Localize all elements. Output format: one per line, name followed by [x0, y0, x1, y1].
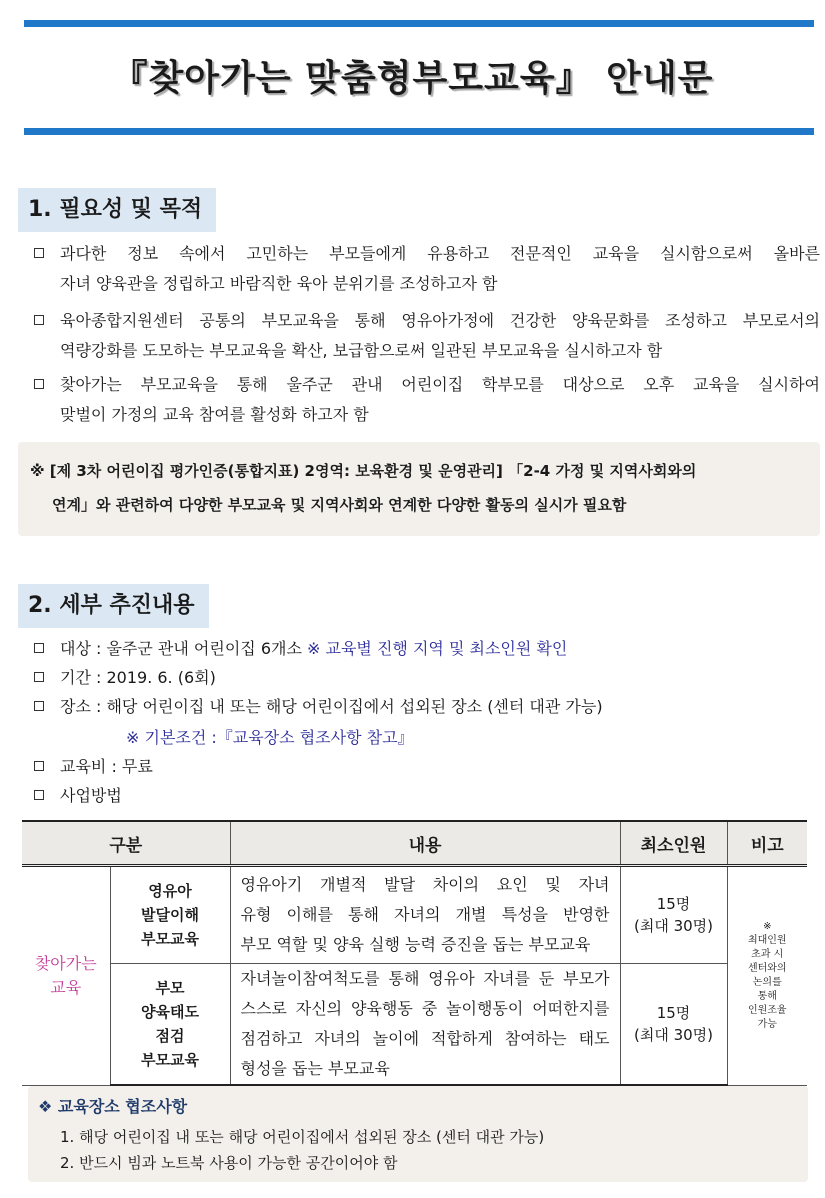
category-cell: 찾아가는 교육: [22, 866, 110, 1086]
checkbox-bullet-icon: [34, 315, 44, 325]
header-min: 최소인원: [620, 821, 727, 866]
purpose-bullet-3: [34, 370, 820, 400]
cooperation-item: 2. 반드시 빔과 노트북 사용이 가능한 공간이어야 함: [60, 1154, 398, 1172]
purpose-bullet-1: [34, 239, 820, 269]
header-remark: 비고: [727, 821, 807, 866]
checkbox-bullet-icon: [34, 379, 44, 389]
target-note: ※ 교육별 진행 지역 및 최소인원 확인: [307, 639, 568, 658]
checkbox-bullet-icon: [34, 701, 44, 711]
period-label: 기간 : 2019. 6. (6회): [60, 668, 216, 687]
cooperation-item: 1. 해당 어린이집 내 또는 해당 어린이집에서 섭외된 장소 (센터 대관 가능): [60, 1128, 545, 1146]
bullet-continuation: 자녀 양육관을 정립하고 바람직한 육아 분위기를 조성하고자 함: [60, 274, 498, 293]
place-item: [34, 693, 603, 721]
remark-cell: ※ 최대인원 초과 시 센터와의 논의를 통해 인원조율 가능: [727, 866, 807, 1086]
section1-heading: 1. 필요성 및 목적: [18, 188, 216, 232]
program-table: [22, 820, 807, 1086]
section2-heading: 2. 세부 추진내용: [18, 584, 209, 628]
cooperation-title: ❖ 교육장소 협조사항: [38, 1097, 188, 1116]
note-line-1: ※ [제 3차 어린이집 평가인증(통합지표) 2영역: 보육환경 및 운영관리] 「2-4 가정 및 지역사회와의: [30, 462, 697, 480]
target-item: [34, 635, 567, 663]
method-label: 사업방법: [60, 786, 122, 805]
checkbox-bullet-icon: [34, 761, 44, 771]
table-row: [22, 964, 807, 1086]
checkbox-bullet-icon: [34, 672, 44, 682]
bullet-line: 육아종합지원센터 공통의 부모교육을 통해 영유아가정에 건강한 양육문화를 조성하고 부모로서의: [60, 311, 820, 330]
target-label: 대상 : 울주군 관내 어린이집 6개소: [60, 639, 302, 658]
min-count: 15명 (최대 30명): [620, 866, 727, 964]
table-row: [22, 866, 807, 964]
program-name: 영유아 발달이해 부모교육: [110, 866, 230, 964]
bullet-line: 과다한 정보 속에서 고민하는 부모들에게 유용하고 전문적인 교육을 실시함으로써 올바른: [60, 244, 820, 263]
top-rule: [24, 20, 814, 27]
note-line-2: 연계」와 관련하여 다양한 부모교육 및 지역사회와 연계한 다양한 활동의 실시가 필요함: [52, 496, 627, 514]
program-desc: 영유아기 개별적 발달 차이의 요인 및 자녀 유형 이해를 통해 자녀의 개별 특성을 반영한 부모 역할 및 양육 실행 능력 증진을 돕는 부모교육: [230, 866, 620, 964]
place-label: 장소 : 해당 어린이집 내 또는 해당 어린이집에서 섭외된 장소 (센터 대관 가능): [60, 697, 603, 716]
header-content: 내용: [230, 821, 620, 866]
program-desc: 자녀놀이참여척도를 통해 영유아 자녀를 둔 부모가 스스로 자신의 양육행동 중 놀이행동이 어떠한지를 점검하고 자녀의 놀이에 적합하게 참여하는 태도 형성을 돕는 부모교육: [230, 964, 620, 1086]
bullet-continuation: 역량강화를 도모하는 부모교육을 확산, 보급함으로써 일관된 부모교육을 실시하고자 함: [60, 341, 663, 360]
place-note: ※ 기본조건 :『교육장소 협조사항 참고』: [126, 728, 414, 747]
bullet-line: 찾아가는 부모교육을 통해 울주군 관내 어린이집 학부모를 대상으로 오후 교육을 실시하여: [60, 375, 820, 394]
page-title: 『찾아가는 맞춤형부모교육』 안내문: [111, 58, 714, 99]
fee-label: 교육비 : 무료: [60, 757, 153, 776]
cooperation-box: [28, 1086, 808, 1182]
program-name: 부모 양육태도 점검 부모교육: [110, 964, 230, 1086]
checkbox-bullet-icon: [34, 248, 44, 258]
checkbox-bullet-icon: [34, 790, 44, 800]
min-count: 15명 (최대 30명): [620, 964, 727, 1086]
accreditation-note: [18, 442, 820, 536]
purpose-bullet-2: [34, 306, 820, 336]
bullet-continuation: 맞벌이 가정의 교육 참여를 활성화 하고자 함: [60, 405, 369, 424]
fee-item: [34, 753, 153, 781]
checkbox-bullet-icon: [34, 643, 44, 653]
period-item: [34, 664, 216, 692]
bottom-rule: [24, 128, 814, 135]
method-item: [34, 782, 122, 810]
header-category: 구분: [22, 821, 230, 866]
